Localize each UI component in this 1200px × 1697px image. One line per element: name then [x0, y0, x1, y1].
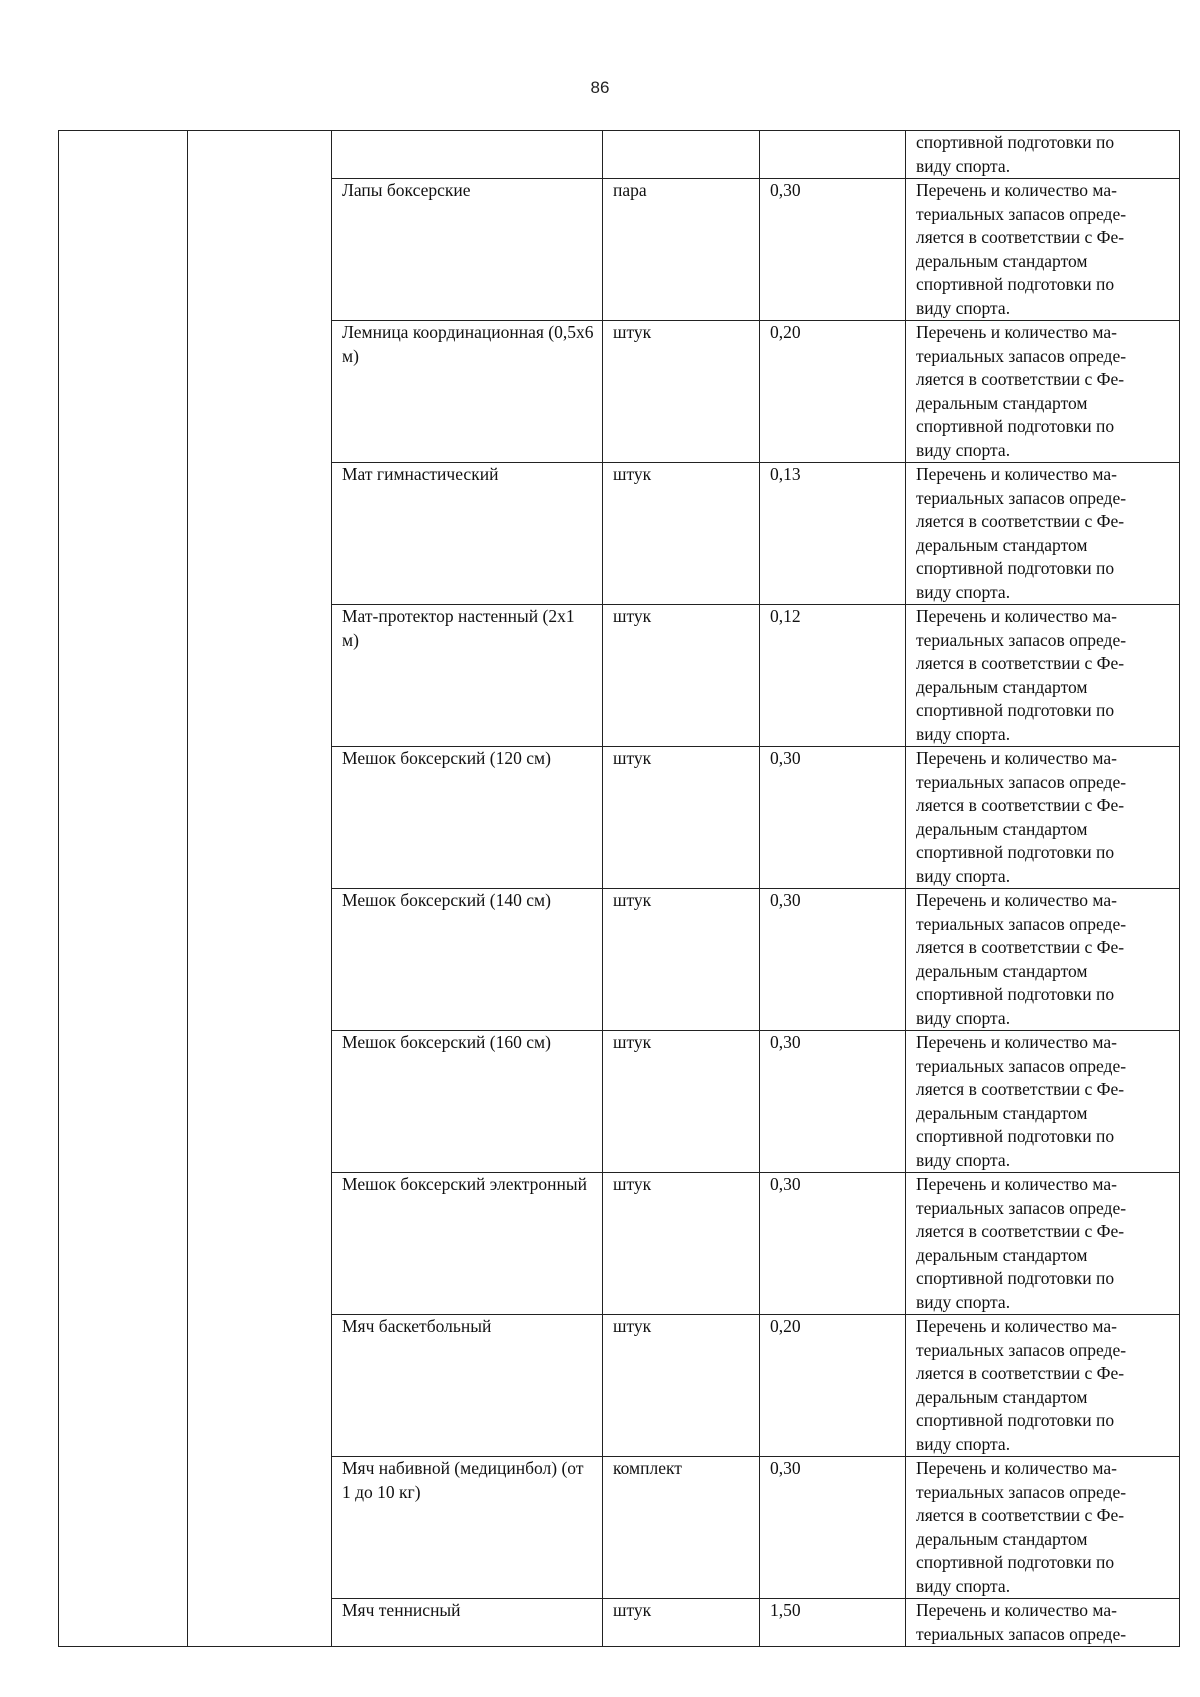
- item-name-cell: Мяч баскетбольный: [332, 1315, 603, 1457]
- item-unit-cell: штук: [603, 463, 760, 605]
- item-quantity-cell: 0,30: [760, 1457, 906, 1599]
- item-unit-cell: штук: [603, 747, 760, 889]
- item-note-cell: Перечень и количество ма- териальных запасов опреде- ляется в соответствии с Фе- деральным стандартом спортивной подготовки по виду спорта.: [906, 889, 1180, 1031]
- item-note-cell: Перечень и количество ма- териальных запасов опреде- ляется в соответствии с Фе- деральным стандартом спортивной подготовки по виду спорта.: [906, 1173, 1180, 1315]
- page-number: 86: [590, 78, 610, 97]
- continuation-qty-cell: [760, 131, 906, 179]
- continuation-unit-cell: [603, 131, 760, 179]
- equipment-table-wrapper: [58, 130, 1179, 1647]
- item-name-cell: Лемница координационная (0,5х6 м): [332, 321, 603, 463]
- item-note-cell: Перечень и количество ма- териальных запасов опреде- ляется в соответствии с Фе- деральным стандартом спортивной подготовки по виду спорта.: [906, 321, 1180, 463]
- item-note-cell: Перечень и количество ма- териальных запасов опреде- ляется в соответствии с Фе- деральным стандартом спортивной подготовки по виду спорта.: [906, 463, 1180, 605]
- item-unit-cell: штук: [603, 1173, 760, 1315]
- item-note-cell: Перечень и количество ма- териальных запасов опреде- ляется в соответствии с Фе- деральным стандартом спортивной подготовки по виду спорта.: [906, 605, 1180, 747]
- item-note-cell: Перечень и количество ма- териальных запасов опреде- ляется в соответствии с Фе- деральным стандартом спортивной подготовки по виду спорта.: [906, 1315, 1180, 1457]
- item-name-cell: Мешок боксерский (160 см): [332, 1031, 603, 1173]
- item-quantity-cell: 1,50: [760, 1599, 906, 1647]
- equipment-table: [58, 130, 1180, 1647]
- item-quantity-cell: 0,30: [760, 889, 906, 1031]
- item-unit-cell: штук: [603, 1315, 760, 1457]
- item-note-cell: Перечень и количество ма- териальных запасов опреде- ляется в соответствии с Фе- деральным стандартом спортивной подготовки по виду спорта.: [906, 747, 1180, 889]
- item-note-cell: Перечень и количество ма- териальных запасов опреде- ляется в соответствии с Фе- деральным стандартом спортивной подготовки по виду спорта.: [906, 1457, 1180, 1599]
- item-quantity-cell: 0,12: [760, 605, 906, 747]
- item-quantity-cell: 0,30: [760, 1173, 906, 1315]
- item-note-cell: Перечень и количество ма- териальных запасов опреде- ляется в соответствии с Фе- деральным стандартом спортивной подготовки по виду спорта.: [906, 1031, 1180, 1173]
- continuation-note-cell: спортивной подготовки по виду спорта.: [906, 131, 1180, 179]
- item-unit-cell: штук: [603, 889, 760, 1031]
- item-name-cell: Мешок боксерский (120 см): [332, 747, 603, 889]
- item-name-cell: Мяч набивной (медицинбол) (от 1 до 10 кг): [332, 1457, 603, 1599]
- item-name-cell: Мат гимнастический: [332, 463, 603, 605]
- item-unit-cell: комплект: [603, 1457, 760, 1599]
- item-name-cell: Мешок боксерский электронный: [332, 1173, 603, 1315]
- continuation-name-cell: [332, 131, 603, 179]
- item-unit-cell: штук: [603, 605, 760, 747]
- equipment-table-body: [59, 131, 1180, 1647]
- item-unit-cell: штук: [603, 1599, 760, 1647]
- item-unit-cell: штук: [603, 321, 760, 463]
- item-quantity-cell: 0,30: [760, 179, 906, 321]
- merged-empty-cell-1: [59, 131, 188, 1647]
- item-quantity-cell: 0,30: [760, 747, 906, 889]
- merged-empty-cell-2: [188, 131, 332, 1647]
- item-quantity-cell: 0,30: [760, 1031, 906, 1173]
- item-note-cell: Перечень и количество ма- териальных запасов опреде-: [906, 1599, 1180, 1647]
- item-quantity-cell: 0,20: [760, 1315, 906, 1457]
- item-name-cell: Мяч теннисный: [332, 1599, 603, 1647]
- item-name-cell: Лапы боксерские: [332, 179, 603, 321]
- continuation-row: [59, 131, 1180, 179]
- item-note-cell: Перечень и количество ма- териальных запасов опреде- ляется в соответствии с Фе- деральным стандартом спортивной подготовки по виду спорта.: [906, 179, 1180, 321]
- item-name-cell: Мат-протектор настенный (2х1 м): [332, 605, 603, 747]
- item-quantity-cell: 0,13: [760, 463, 906, 605]
- item-quantity-cell: 0,20: [760, 321, 906, 463]
- item-unit-cell: пара: [603, 179, 760, 321]
- item-unit-cell: штук: [603, 1031, 760, 1173]
- item-name-cell: Мешок боксерский (140 см): [332, 889, 603, 1031]
